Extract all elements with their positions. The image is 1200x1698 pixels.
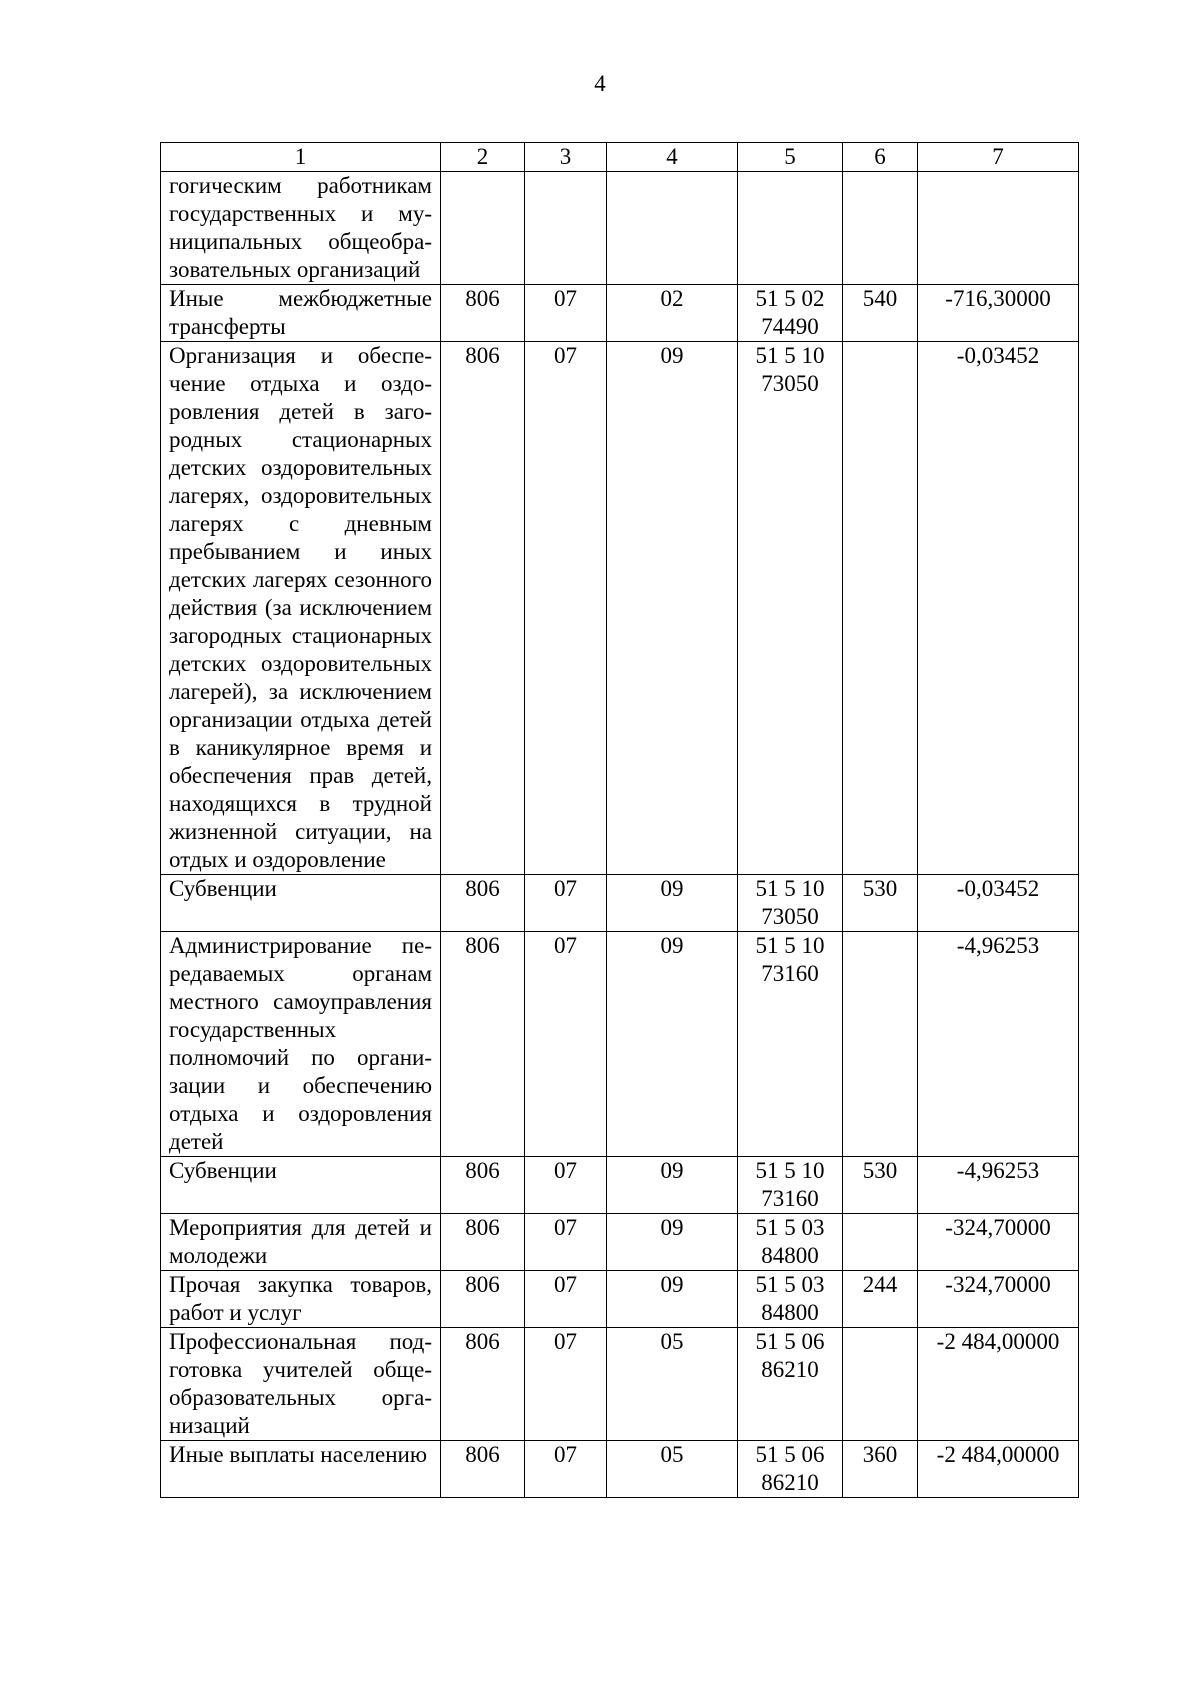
table-row (161, 285, 1079, 342)
page-number: 4 (594, 71, 606, 96)
cell-col-2: 806 (441, 875, 525, 932)
row-name: Субвенции (161, 875, 441, 932)
cell-col-4: 09 (607, 875, 738, 932)
cell-col-4: 09 (607, 932, 738, 1157)
cell-col-3: 07 (525, 1328, 607, 1441)
table-row (161, 342, 1079, 875)
header-col-3: 3 (525, 143, 607, 172)
cell-col-5: 51 5 10 73160 (738, 1157, 843, 1214)
cell-col-2: 806 (441, 1271, 525, 1328)
row-name: Мероприятия для детей и молодежи (161, 1214, 441, 1271)
row-name: Профессиональная подготовка учителей общеобразовательных организаций (161, 1328, 441, 1441)
row-name: Иные выплаты населению (161, 1441, 441, 1498)
row-name: Администрирование передаваемых органам местного самоуправления государственных полномочий по организации и обеспечению отдыха и оздоровления детей (161, 932, 441, 1157)
cell-col-4 (607, 172, 738, 285)
cell-col-3 (525, 172, 607, 285)
row-name: гогическим работникам государственных и муниципальных общеобразовательных организаций (161, 172, 441, 285)
cell-col-5: 51 5 10 73160 (738, 932, 843, 1157)
cell-col-7: -4,96253 (918, 1157, 1079, 1214)
cell-col-7: -716,30000 (918, 285, 1079, 342)
cell-col-2: 806 (441, 1441, 525, 1498)
cell-col-4: 05 (607, 1441, 738, 1498)
header-col-1: 1 (161, 143, 441, 172)
cell-col-3: 07 (525, 932, 607, 1157)
cell-col-6: 244 (843, 1271, 918, 1328)
table-row (161, 1157, 1079, 1214)
cell-col-3: 07 (525, 875, 607, 932)
header-col-6: 6 (843, 143, 918, 172)
header-col-5: 5 (738, 143, 843, 172)
cell-col-6: 530 (843, 1157, 918, 1214)
cell-col-7 (918, 172, 1079, 285)
cell-col-7: -2 484,00000 (918, 1328, 1079, 1441)
cell-col-4: 09 (607, 1214, 738, 1271)
cell-col-2: 806 (441, 1214, 525, 1271)
cell-col-4: 02 (607, 285, 738, 342)
cell-col-5: 51 5 10 73050 (738, 342, 843, 875)
cell-col-7: -324,70000 (918, 1214, 1079, 1271)
cell-col-7: -2 484,00000 (918, 1441, 1079, 1498)
table-row (161, 932, 1079, 1157)
cell-col-2: 806 (441, 1328, 525, 1441)
cell-col-4: 09 (607, 1271, 738, 1328)
cell-col-6 (843, 1328, 918, 1441)
cell-col-3: 07 (525, 342, 607, 875)
row-name: Иные межбюджетные трансферты (161, 285, 441, 342)
cell-col-5: 51 5 03 84800 (738, 1271, 843, 1328)
cell-col-2: 806 (441, 342, 525, 875)
cell-col-5: 51 5 06 86210 (738, 1441, 843, 1498)
row-name: Субвенции (161, 1157, 441, 1214)
budget-table (160, 142, 1079, 1498)
cell-col-4: 09 (607, 1157, 738, 1214)
cell-col-3: 07 (525, 1441, 607, 1498)
table-row (161, 1328, 1079, 1441)
cell-col-4: 05 (607, 1328, 738, 1441)
cell-col-2: 806 (441, 932, 525, 1157)
cell-col-6 (843, 172, 918, 285)
table-row (161, 1271, 1079, 1328)
cell-col-5 (738, 172, 843, 285)
cell-col-5: 51 5 02 74490 (738, 285, 843, 342)
cell-col-6 (843, 932, 918, 1157)
cell-col-3: 07 (525, 1271, 607, 1328)
header-col-4: 4 (607, 143, 738, 172)
cell-col-7: -0,03452 (918, 342, 1079, 875)
row-name: Организация и обеспечение отдыха и оздоровления детей в загородных стационарных детских оздоровительных лагерях, оздоровительных лагерях с дневным пребыванием и иных детских лагерях сезонного действия (за исключением загородных стационарных детских оздоровительных лагерей), за исключением организации отдыха детей в каникулярное время и обеспечения прав детей, находящихся в трудной жизненной ситуации, на отдых и оздоровление (161, 342, 441, 875)
cell-col-6: 360 (843, 1441, 918, 1498)
header-col-7: 7 (918, 143, 1079, 172)
cell-col-2 (441, 172, 525, 285)
cell-col-2: 806 (441, 285, 525, 342)
cell-col-6: 540 (843, 285, 918, 342)
header-col-2: 2 (441, 143, 525, 172)
cell-col-3: 07 (525, 1157, 607, 1214)
table-row (161, 172, 1079, 285)
cell-col-6 (843, 1214, 918, 1271)
cell-col-5: 51 5 10 73050 (738, 875, 843, 932)
cell-col-5: 51 5 06 86210 (738, 1328, 843, 1441)
cell-col-3: 07 (525, 285, 607, 342)
cell-col-7: -0,03452 (918, 875, 1079, 932)
table-row (161, 875, 1079, 932)
cell-col-7: -4,96253 (918, 932, 1079, 1157)
cell-col-3: 07 (525, 1214, 607, 1271)
cell-col-6: 530 (843, 875, 918, 932)
cell-col-2: 806 (441, 1157, 525, 1214)
cell-col-4: 09 (607, 342, 738, 875)
row-name: Прочая закупка товаров, работ и услуг (161, 1271, 441, 1328)
table-row (161, 1214, 1079, 1271)
cell-col-5: 51 5 03 84800 (738, 1214, 843, 1271)
header-row (161, 143, 1079, 172)
cell-col-7: -324,70000 (918, 1271, 1079, 1328)
cell-col-6 (843, 342, 918, 875)
table-row (161, 1441, 1079, 1498)
